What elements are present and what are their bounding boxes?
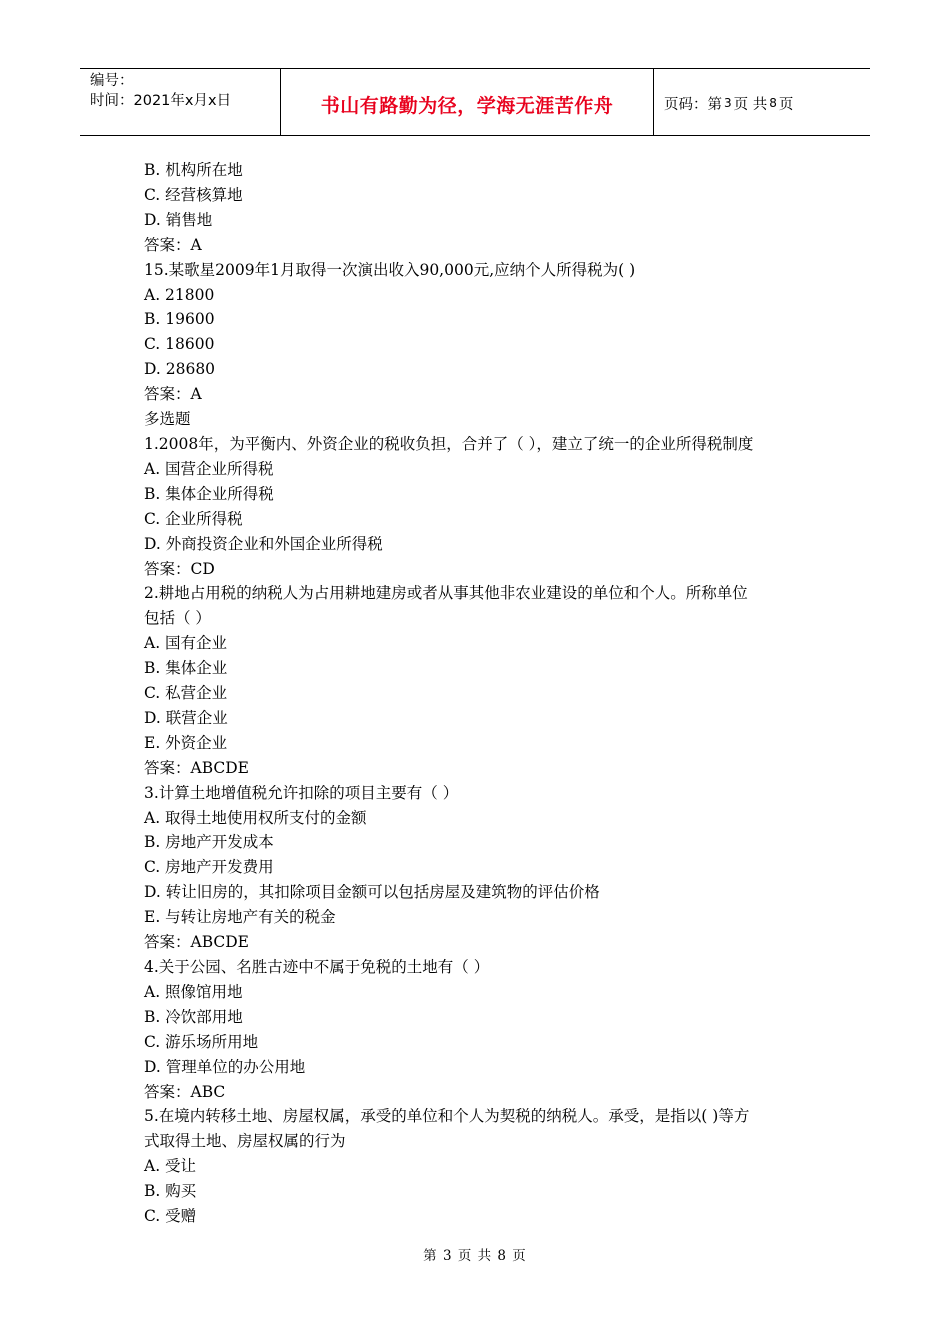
text-line: B. 集体企业 bbox=[144, 659, 228, 678]
text-line: B. 冷饮部用地 bbox=[144, 1007, 243, 1026]
text-line: D. 28680 bbox=[144, 360, 216, 379]
text-line: 式取得土地、房屋权属的行为 bbox=[144, 1132, 346, 1151]
text-line: 答案：CD bbox=[144, 559, 215, 578]
text-line: A. 国有企业 bbox=[144, 634, 228, 653]
text-line: 5.在境内转移土地、房屋权属，承受的单位和个人为契税的纳税人。承受，是指以( )等方 bbox=[144, 1107, 750, 1126]
text-line: C. 私营企业 bbox=[144, 684, 228, 703]
text-line: D. 转让旧房的，其扣除项目金额可以包括房屋及建筑物的评估价格 bbox=[144, 883, 600, 902]
header-page-number bbox=[654, 69, 870, 135]
date-label: 时间： bbox=[90, 93, 134, 109]
date-value: 2021年x月x日 bbox=[133, 93, 232, 109]
text-line: A. 照像馆用地 bbox=[144, 982, 243, 1001]
page-footer: 第 3 页 共 8 页 bbox=[423, 1248, 527, 1264]
text-line: A. 21800 bbox=[144, 285, 215, 304]
text-line: C. 经营核算地 bbox=[144, 185, 243, 204]
text-line: 答案：A bbox=[144, 385, 202, 404]
text-line: 3.计算土地增值税允许扣除的项目主要有（ ） bbox=[144, 783, 459, 802]
page-header bbox=[80, 68, 870, 136]
text-line: D. 管理单位的办公用地 bbox=[144, 1057, 306, 1076]
text-line: A. 国营企业所得税 bbox=[144, 459, 274, 478]
text-line: C. 企业所得税 bbox=[144, 509, 243, 528]
page-mid: 页 共 bbox=[733, 96, 768, 113]
serial-label: 编号： bbox=[90, 73, 134, 89]
text-line: 2.耕地占用税的纳税人为占用耕地建房或者从事其他非农业建设的单位和个人。所称单位 bbox=[144, 584, 748, 603]
text-line: A. 受让 bbox=[144, 1157, 197, 1176]
text-line: 包括（ ） bbox=[144, 609, 211, 628]
header-motto: 书山有路勤为径，学海无涯苦作舟 bbox=[281, 69, 654, 135]
text-line: B. 机构所在地 bbox=[144, 161, 243, 179]
text-line: 答案：ABCDE bbox=[144, 758, 249, 777]
text-line: 答案：ABCDE bbox=[144, 933, 249, 952]
page-current: 3 bbox=[724, 96, 732, 110]
text-line: B. 集体企业所得税 bbox=[144, 484, 274, 503]
header-meta bbox=[80, 69, 281, 135]
text-line: D. 联营企业 bbox=[144, 708, 228, 727]
text-line: B. 房地产开发成本 bbox=[144, 833, 274, 852]
text-line: C. 受赠 bbox=[144, 1207, 197, 1226]
text-line: A. 取得土地使用权所支付的金额 bbox=[144, 808, 367, 827]
page-total: 8 bbox=[769, 96, 777, 110]
text-line: E. 外资企业 bbox=[144, 733, 228, 752]
text-line: 15.某歌星2009年1月取得一次演出收入90,000元,应纳个人所得税为( ) bbox=[144, 260, 636, 279]
text-line: C. 游乐场所用地 bbox=[144, 1032, 259, 1051]
date-line bbox=[90, 91, 280, 111]
text-line: 1.2008年，为平衡内、外资企业的税收负担，合并了（ ），建立了统一的企业所得税制度 bbox=[144, 434, 754, 453]
text-line: E. 与转让房地产有关的税金 bbox=[144, 908, 336, 927]
text-line: C. 18600 bbox=[144, 335, 215, 354]
text-line: D. 销售地 bbox=[144, 210, 213, 229]
text-line: 答案：ABC bbox=[144, 1082, 226, 1101]
text-line: D. 外商投资企业和外国企业所得税 bbox=[144, 534, 383, 553]
text-line: B. 19600 bbox=[144, 310, 215, 329]
text-line: 多选题 bbox=[144, 410, 191, 429]
page-suffix: 页 bbox=[778, 96, 794, 113]
document-body bbox=[144, 158, 814, 1229]
text-line: 4.关于公园、名胜古迹中不属于免税的土地有（ ） bbox=[144, 958, 490, 976]
text-line: 答案：A bbox=[144, 235, 202, 254]
text-line: B. 购买 bbox=[144, 1182, 197, 1201]
page-prefix: 页码：第 bbox=[664, 96, 722, 113]
text-line: C. 房地产开发费用 bbox=[144, 858, 274, 877]
